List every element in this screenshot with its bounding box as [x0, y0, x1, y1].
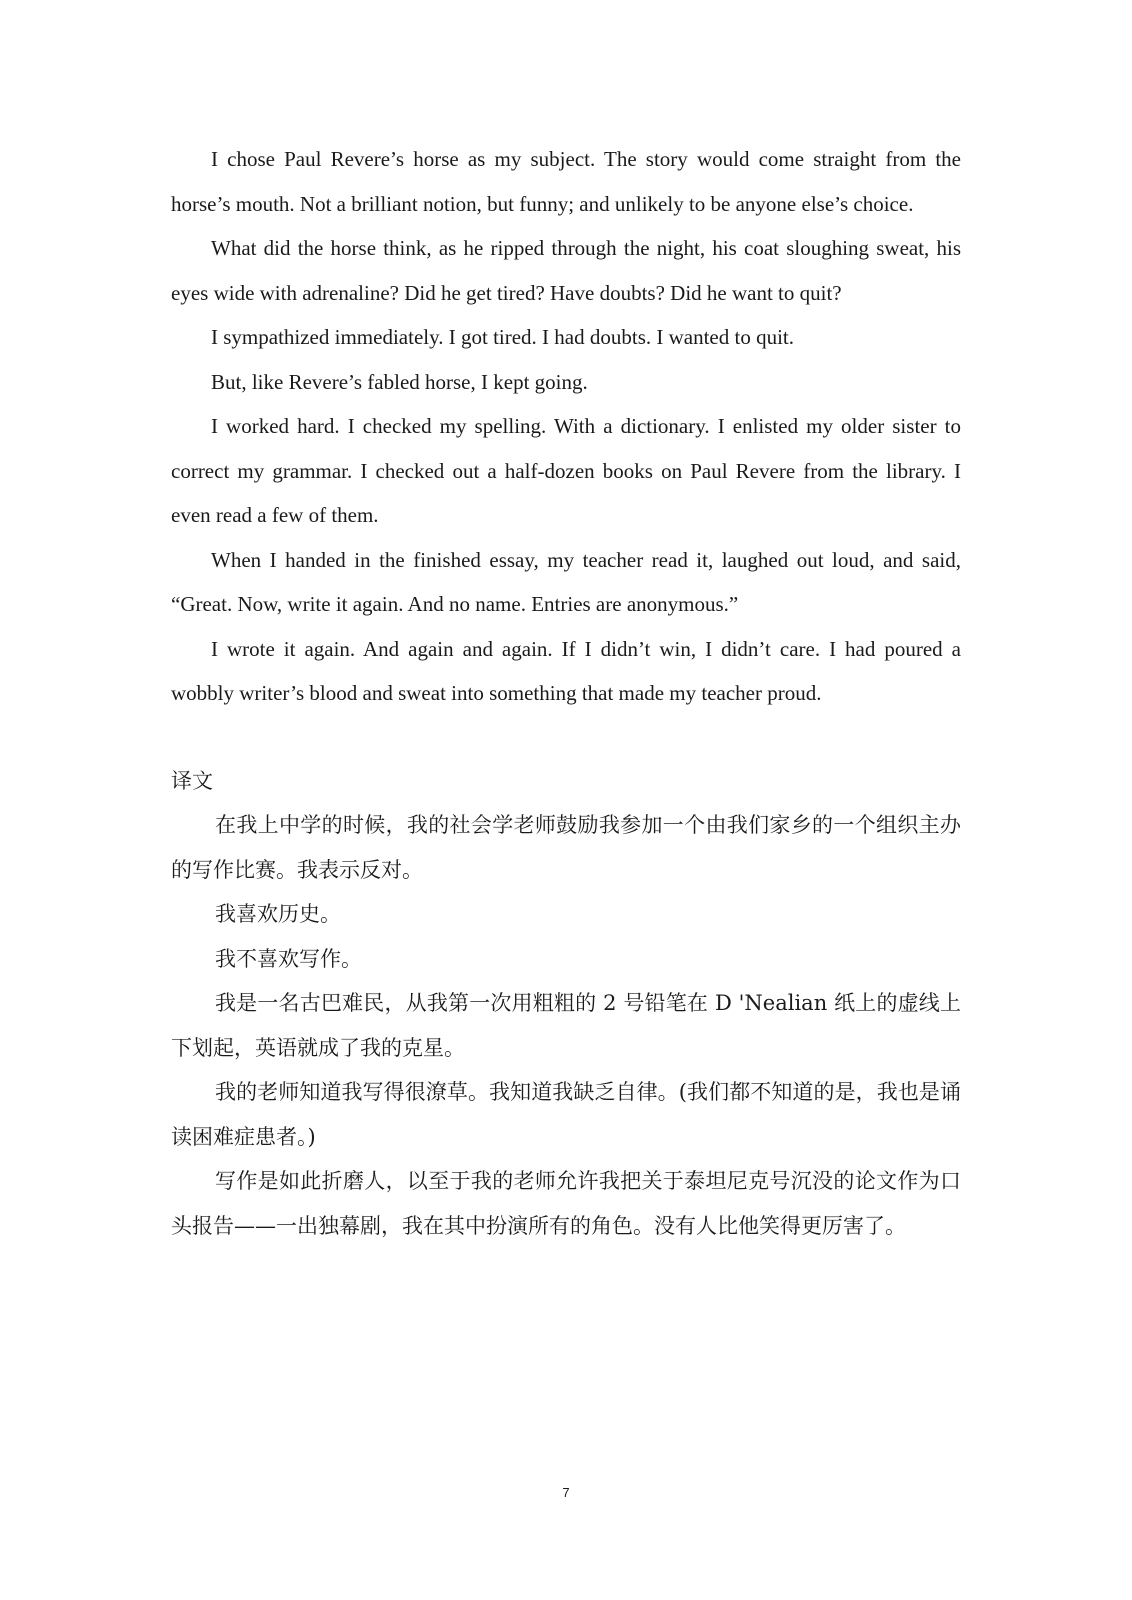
chinese-paragraph-1: 在我上中学的时候，我的社会学老师鼓励我参加一个由我们家乡的一个组织主办的写作比赛。我表示反对。 — [171, 813, 961, 882]
english-paragraph-1: I chose Paul Revere’s horse as my subject. The story would come straight from the horse’s mouth. Not a brilliant notion, but funny; and unlikely to be anyone else’s choice. — [171, 147, 961, 216]
english-paragraph-7: I wrote it again. And again and again. If I didn’t win, I didn’t care. I had poured a wobbly writer’s blood and sweat into something that made my teacher proud. — [171, 636, 961, 705]
chinese-paragraph-5: 我的老师知道我写得很潦草。我知道我缺乏自律。(我们都不知道的是，我也是诵读困难症患者。) — [171, 1080, 961, 1149]
page-content — [171, 137, 961, 1248]
english-paragraph-4: But, like Revere’s fabled horse, I kept going. — [211, 369, 588, 394]
english-paragraph-2: What did the horse think, as he ripped through the night, his coat sloughing sweat, his eyes wide with adrenaline? Did he get tired? Have doubts? Did he want to quit? — [171, 236, 961, 305]
section-spacer — [171, 716, 961, 759]
chinese-paragraph-4: 我是一名古巴难民，从我第一次用粗粗的 2 号铅笔在 D 'Nealian 纸上的虚线上下划起，英语就成了我的克星。 — [171, 991, 961, 1060]
chinese-paragraph-6: 写作是如此折磨人，以至于我的老师允许我把关于泰坦尼克号沉没的论文作为口头报告——一出独幕剧，我在其中扮演所有的角色。没有人比他笑得更厉害了。 — [171, 1169, 961, 1238]
english-paragraph-6: When I handed in the finished essay, my teacher read it, laughed out loud, and said, “Great. Now, write it again. And no name. Entries are anonymous.” — [171, 547, 961, 616]
page-number: 7 — [562, 1485, 570, 1500]
chinese-paragraph-2: 我喜欢历史。 — [215, 902, 341, 926]
english-paragraph-3: I sympathized immediately. I got tired. I had doubts. I wanted to quit. — [211, 325, 795, 349]
english-paragraph-5: I worked hard. I checked my spelling. With a dictionary. I enlisted my older sister to correct my grammar. I checked out a half-dozen books on Paul Revere from the library. I even read a few of them. — [171, 414, 961, 527]
translation-heading: 译文 — [171, 768, 213, 793]
chinese-paragraph-3: 我不喜欢写作。 — [215, 946, 362, 971]
